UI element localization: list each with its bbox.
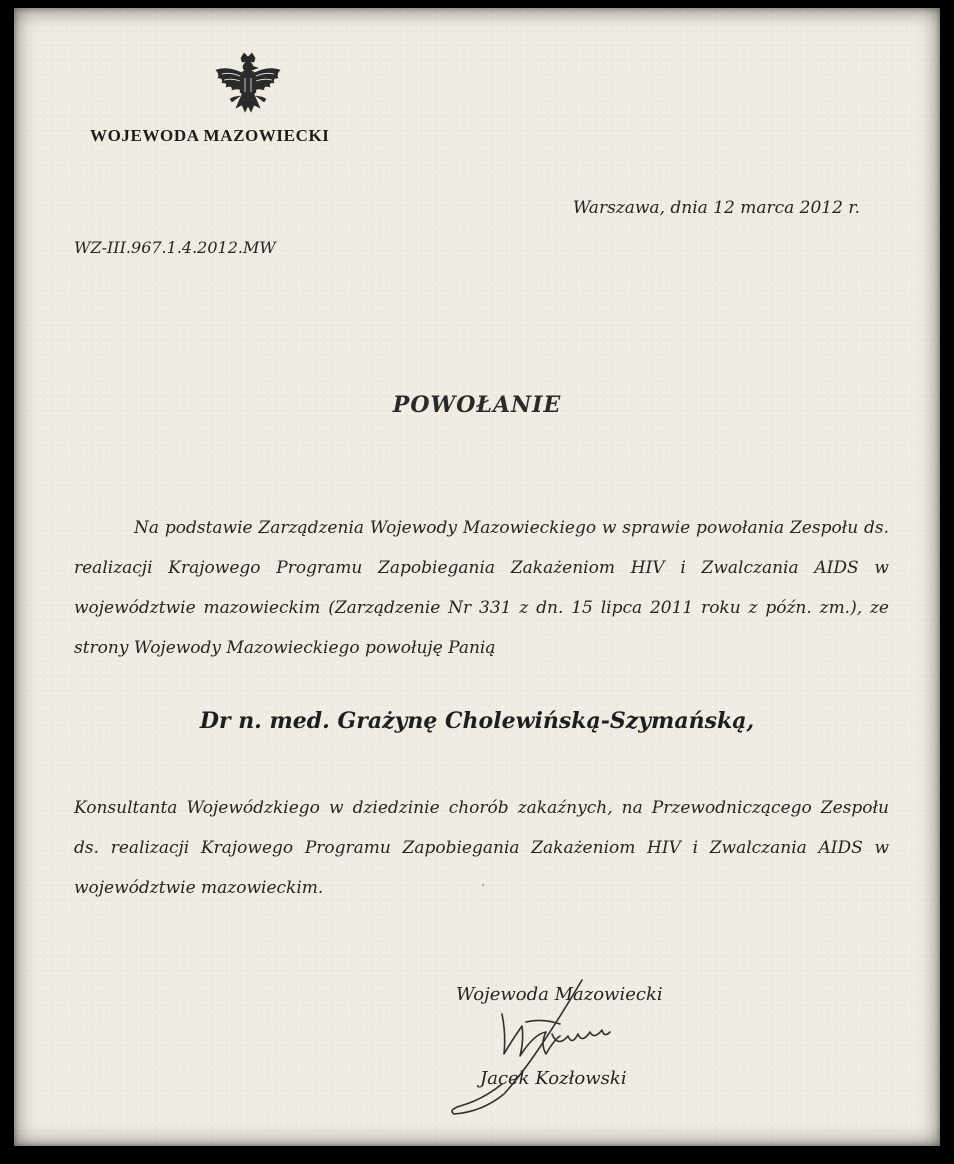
document-title: POWOŁANIE	[392, 392, 562, 418]
polish-eagle-emblem-icon	[210, 52, 286, 122]
document-date: Warszawa, dnia 12 marca 2012 r.	[572, 198, 860, 218]
paper-speck	[482, 884, 484, 886]
reference-number: WZ-III.967.1.4.2012.MW	[74, 238, 276, 257]
issuing-office-name: WOJEWODA MAZOWIECKI	[90, 126, 330, 145]
appointment-role-paragraph: Konsultanta Wojewódzkiego w dziedzinie chorób zakaźnych, na Przewodniczącego Zespołu ds. realizacji Krajowego Programu Zapobiegania Zakażeniom HIV i Zwalczania AIDS w województwie mazowieckim.	[74, 798, 889, 898]
appointee-name: Dr n. med. Grażynę Cholewińską-Szymańską,	[199, 708, 755, 734]
handwritten-signature-icon	[442, 974, 652, 1124]
signatory-office: Wojewoda Mazowiecki	[456, 984, 663, 1005]
appointment-basis-text: Na podstawie Zarządzenia Wojewody Mazowieckiego w sprawie powołania Zespołu ds. realizacji Krajowego Programu Zapobiegania Zakażeniom HIV i Zwalczania AIDS w województwie mazowieckim (Zarządzenie Nr 331 z dn. 15 lipca 2011 roku z późn. zm.), ze strony Wojewody Mazowieckiego powołuję Panią	[74, 518, 889, 658]
signatory-name: Jacek Kozłowski	[480, 1068, 627, 1089]
appointment-basis-paragraph	[74, 508, 889, 668]
document-paper	[14, 8, 940, 1146]
